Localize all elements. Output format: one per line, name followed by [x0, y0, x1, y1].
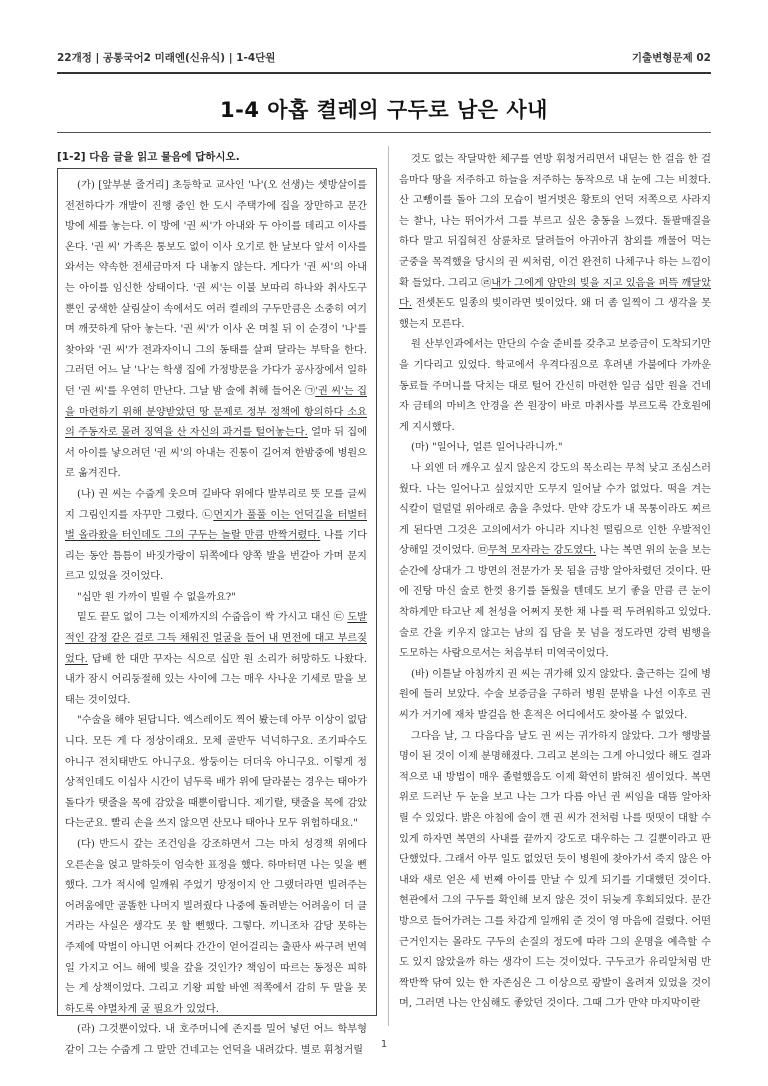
underline-giyeok: '권 씨'는 집을 마련하기 위해 분양받았던 땅 문제로 정부 정책에 항의하다 소요의 주동자로 몰려 징역을 산 자신의 과거를 털어놓는다. [65, 385, 367, 439]
underline-rieul: 내가 그에게 암만의 빚을 지고 있음을 퍼뜩 깨달았다. [399, 277, 711, 310]
passage-paragraph: 밑도 끝도 없이 그는 이제까지의 수줍음이 싹 가시고 대신 ㉢ 도발적인 감정 같은 걸로 그득 채워진 얼굴을 들어 내 면전에 대고 부르짖었다. 답배 한 대만 꾸자는 식으로 십만 원 소리가 허망하도 나왔다. 내가 잠시 어리둥절해 있는 사이에 그는 매우 사나운 기세로 말을 보태는 것이었다. [65, 612, 367, 706]
passage-paragraph-ma: (마) "일어나, 얼른 일어나라니까." [411, 442, 563, 454]
underline-digeut: 도발적인 감정 같은 걸로 그득 채워진 얼굴을 들어 내 면전에 대고 부르짖었다. [65, 612, 367, 665]
dialogue-loan-request: "십만 원 가까이 빌릴 수 없을까요?" [77, 591, 236, 603]
passage-paragraph-ra: (라) 그것뿐이었다. 내 호주머니에 존지를 밀어 넣던 어느 학부형같이 그는 수줍게 그 말만 건네고는 언덕을 내려갔다. 별로 휘청거릴 [65, 1024, 367, 1056]
passage-left-column [65, 176, 368, 1056]
underline-nieun: 먼지가 풀풀 이는 언덕길을 터벌터벌 올라왔을 터인데도 그의 구두는 놀랄 만큼 반짝거렸다. [65, 509, 367, 542]
title-divider [57, 132, 711, 133]
header-problem-set: 기출변형문제 02 [631, 52, 711, 64]
header-divider [57, 72, 711, 74]
question-instruction: [1-2] 다음 글을 읽고 물음에 답하시오. [57, 151, 240, 163]
dialogue-surgery: "수술을 해야 된답니다. 엑스레이도 찍어 봤는데 아무 이상이 없답니다. 모든 게 다 정상이래요. 모체 골반두 넉넉하구요. 조기파수도 아니구 전치태반도 아니구요. 쌍둥이는 더더욱 아니구요. 이렇게 정상적인데도 이십사 시간이 넘두룩 배가 위에 달라붙는 경우는 태아가 돌다가 탯줄을 목에 감았을 때뿐이랍니다. 제기랄, 탯줄을 목에 감았다는군요. 빨리 손을 쓰지 않으면 산모나 태아나 모두 위험하대요." [65, 715, 367, 830]
page-header [57, 50, 711, 66]
passage-paragraph: 원 산부인과에서는 만단의 수술 준비를 갖추고 보증금이 도착되기만을 기다리고 있었다. 학교에서 우격다짐으로 후려낸 가불에다 가까운 동료들 주머니를 닥치는 대로 털어 간신히 마련한 일금 십만 원을 건네자 금테의 마비츠 안경을 쓴 원장이 바로 마취사를 부르도록 간호원에게 지시했다. [399, 339, 711, 433]
underline-mieum: 무척 모자라는 강도였다. [487, 545, 597, 557]
passage-paragraph: 나 외엔 더 깨우고 싶지 않은지 강도의 목소리는 무척 낮고 조심스러웠다. 나는 일어나고 싶었지만 도무지 일어날 수가 없었다. 떡을 겨는 식칼이 덜덜덜 위아래로 춤을 추었다. 만약 강도가 내 목통이라도 찌르게 된다면 그것은 고의에서가 아니라 지나친 떨림으로 인한 우발적인 상해일 것이었다. ㉤무척 모자라는 강도였다. 나는 복면 위의 눈을 보는 순간에 상대가 그 방면의 전문가가 못 됨을 금방 알아차렸던 것이다. 딴에 진탕 마신 술로 한껏 용기를 돋웠을 텐데도 보기 좋을 만큼 큰 눈이 착하게만 타고난 제 천성을 어쩌지 못한 채 나를 퍽 두려워하고 있었다. 술로 간을 키우지 않고는 남의 집 담을 못 넘을 정도라면 강력 범행을 도모하는 사람으로서는 처음부터 미역국이었다. [399, 462, 711, 660]
page-title: 1-4 아홉 켤레의 구두로 남은 사내 [220, 98, 548, 122]
passage-paragraph: 것도 없는 작달막한 체구를 연방 휘청거리면서 내딛는 한 걸음 한 걸음마다 땅을 저주하고 하늘을 저주하는 동작으로 내 눈에 그는 비쳤다. 산 고뺑이를 돌아 그의 모습이 벌거벗은 황토의 언덕 저쪽으로 사라지는 찰나, 나는 뛰어가서 그를 부르고 싶은 충동을 느꼈다. 돌팔매질을 하다 말고 뒤집혀진 삼륜차로 달려들어 아귀아귀 참외를 깨물어 먹는 군중을 목격했을 당시의 권 씨처럼, 이건 완전히 나체구나 하는 느낌이 확 들었다. 그리고 ㉣내가 그에게 암만의 빚을 지고 있음을 퍼뜩 깨달았다. 전셋돈도 일종의 빚이라면 빚이었다. 왜 더 좀 일찍이 그 생각을 못 했는지 모른다. [399, 154, 711, 330]
header-course-info: 22개정 | 공통국어2 미래엔(신유식) | 1-4단원 [57, 52, 276, 64]
passage-paragraph-ga: (가) [앞부분 줄거리] 초등학교 교사인 '나'(오 선생)는 셋방살이를 전전하다가 개발이 진행 중인 한 도시 주택가에 집을 장만하고 문간방에 세를 놓는다. 이 방에 '권 씨'가 아내와 두 아이를 데리고 이사를 온다. '권 씨' 가족은 통보도 없이 이사 오기로 한 날보다 앞서 이사를 와서는 약속한 전세금마저 다 내놓지 않는다. 게다가 '권 씨'의 아내는 아이를 임신한 상태이다. '권 씨'는 이불 보따리 하나와 취사도구뿐인 궁색한 살림살이 속에서도 여러 켤레의 구두만큼은 소중히 여기며 깨끗하게 닦아 놓는다. '권 씨'가 이사 온 며칠 뒤 이 순경이 '나'를 찾아와 '권 씨'가 전과자이니 그의 동태를 살펴 달라는 부탁을 한다. 그러던 어느 날 '나'는 학생 집에 가정방문을 가다가 공사장에서 일하던 '권 씨'를 우연히 만난다. 그날 밤 술에 취해 들어온 ㉠'권 씨'는 집을 마련하기 위해 분양받았던 땅 문제로 정부 정책에 항의하다 소요의 주동자로 몰려 징역을 산 자신의 과거를 털어놓는다. 얼마 뒤 집에서 아이를 낳으려던 '권 씨'의 아내는 진통이 길어져 한밤중에 병원으로 옮겨진다. [65, 180, 367, 480]
passage-paragraph-na: (나) 권 씨는 수줍게 웃으며 길바닥 위에다 발부리로 뜻 모를 글씨지 그림인지를 자꾸만 그렸다. ㉡먼지가 풀풀 이는 언덕길을 터벌터벌 올라왔을 터인데도 그의 구두는 놀랄 만큼 반짝거렸다. 나를 기다리는 동안 틈틈이 바짓가랑이 뒤쪽에다 양쪽 발을 번갈아 가며 문지르고 있었을 것이었다. [65, 488, 368, 583]
passage-paragraph: 그다음 날, 그 다음다음 날도 권 씨는 귀가하지 않았다. 그가 행방불명이 된 것이 이제 분명해졌다. 그리고 본의는 그게 아니었다 해도 결과적으로 내 방법이 매우 졸렬했음도 이제 확연히 밝혀진 셈이었다. 복면 위로 드러난 두 눈을 보고 나는 그가 다름 아닌 권 씨임을 대뜸 알아차릴 수 있었다. 밝은 아침에 술이 깬 권 씨가 전처럼 나를 떳떳이 대할 수 있게 하자면 복면의 사내를 끝까지 강도로 대우하는 그 길뿐이라고 판단했었다. 그래서 아무 일도 없었던 듯이 병원에 찾아가서 죽지 않은 아내와 새로 얻은 세 번째 아이를 만날 수 있게 되기를 기대했던 것이다. 현관에서 그의 구두를 확인해 보지 않은 것이 뒤늦게 후회되었다. 문간방으로 들어가려는 그를 차갑게 일깨워 준 것이 영 마음에 걸렸다. 어떤 근거인지는 몰라도 구두의 손질의 정도에 따라 그의 운명을 예측할 수도 있지 않았을까 하는 생각이 드는 것이었다. 구두코가 유리알처럼 반짝반짝 닦여 있는 한 자존심은 그 이상으로 광발이 올려져 있었을 것이며, 그러면 나는 안심해도 좋았던 것이다. 그때 그가 만약 마지막이란 [399, 730, 711, 1010]
passage-right-column [399, 150, 711, 1020]
page-number: 1 [380, 1039, 388, 1050]
passage-paragraph-ba: (바) 이튿날 아침까지 권 씨는 귀가해 있지 않았다. 출근하는 길에 병원에 들러 보았다. 수술 보증금을 구하러 병원 문밖을 나선 이후로 권 씨가 거기에 재차 발걸음 한 흔적은 어디에서도 찾아볼 수 없었다. [399, 668, 711, 722]
passage-paragraph-da: (다) 반드시 갚는 조건임을 강조하면서 그는 마치 성경책 위에다 오른손을 얹고 말하듯이 엄숙한 표정을 했다. 하마터면 나는 잊을 뻔했다. 그가 적시에 일깨워 주었기 망정이지 안 그랬더라면 빌려주는 어려움에만 골똘한 나머지 빌려줬다 나중에 돌려받는 어려움이 더 클 거라는 사실은 생각도 못 할 뻔했다. 그렇다. 끼니조차 감당 못하는 주제에 막벌이 아니면 어쩌다 간간이 얻어걸리는 출판사 싸구려 번역 일 가지고 어느 해에 빚을 갚을 것인가? 책임이 따르는 동정은 피하는 게 상책이었다. 그리고 기왕 피할 바엔 적쪽에서 감히 두 말을 못 하도록 야멸차게 굴 필요가 있었다. [65, 839, 367, 1015]
column-divider [388, 146, 389, 1026]
